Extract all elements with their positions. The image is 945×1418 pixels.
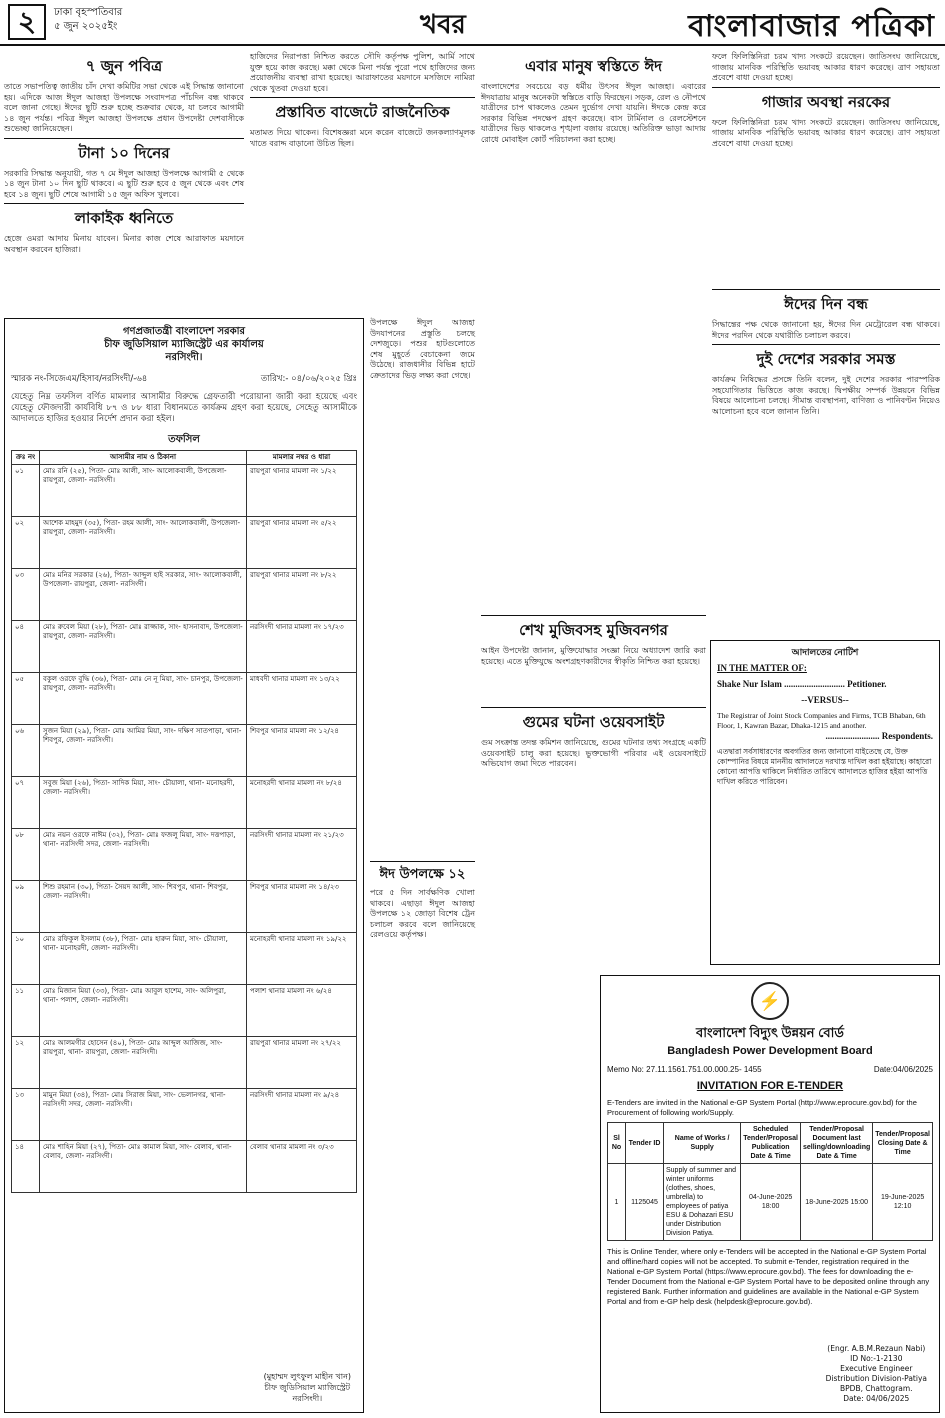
notice-memo: স্মারক নং-সিজেএম/হিসাব/নরসিংদী/-৬৪ [11, 374, 148, 384]
cell-accused: শিশু রহমান (৩০), পিতা- সৈয়দ আলী, সাং- শিবপুর, থানা- শিবপুর, জেলা- নরসিংদী। [40, 881, 247, 933]
bpdb-sign-id: ID No:-1-2130 [850, 1354, 903, 1363]
cell-serial: ০৬ [12, 725, 40, 777]
notice-title-govt: গণপ্রজাতন্ত্রী বাংলাদেশ সরকার [123, 326, 245, 337]
table-row [12, 829, 357, 881]
article-eid-12: পরে ৫ দিন সার্বক্ষণিক খোলা থাকবে। এছাড়া ঈদুল আজহা উপলক্ষে ১২ জোড়া বিশেষ ট্রেন চলাচল করবে বলে জানিয়েছে রেলওয়ে কর্তৃপক্ষ। [370, 888, 475, 939]
bpdb-col-works: Name of Works / Supply [664, 1123, 741, 1164]
cell-serial: ০৭ [12, 777, 40, 829]
notice-memo-row [11, 372, 357, 386]
cell-case: নরসিংদী থানার মামলা নং ৯/২৪ [247, 1089, 357, 1141]
cell-serial: ১১ [12, 985, 40, 1037]
cell-accused: মোঃ শাহিন মিয়া (২৭), পিতা- মোঃ কামাল মিয়া, সাং- বেলাব, থানা- বেলাব, জেলা- নরসিংদী। [40, 1141, 247, 1193]
article-hajj: হেজে ওমরা আদায় মিনায় যাবেন। মিনার কাজ শেষে আরাফাত ময়দানে অবস্থান করবেন হাজিরা। [4, 234, 244, 254]
headline-gaza: গাজার অবস্থা নরকের [761, 92, 891, 111]
table-row [12, 985, 357, 1037]
cell-case: শিবপুর থানার মামলা নং ১৪/২৩ [247, 881, 357, 933]
column-left [4, 52, 244, 255]
cell-accused: মামুন মিয়া (৩৪), পিতা- মোঃ সিরাজ মিয়া, সাং- ভেলানগর, থানা- নরসিংদী সদর, জেলা- নরসিংদী। [40, 1089, 247, 1141]
bpdb-col-publication: Scheduled Tender/Proposal Publication Date & Time [741, 1123, 801, 1164]
signer-title: চীফ জুডিসিয়াল ম্যাজিস্ট্রেট [264, 1383, 351, 1392]
cell-case: রায়পুরা থানার মামলা নং ৮/২২ [247, 569, 357, 621]
cell-serial: ১২ [12, 1037, 40, 1089]
cell-accused: মোঃ মনির সরকার (২৬), পিতা- আব্দুল হাই সরকার, সাং- আলোকবালী, উপজেলা- রায়পুরা, জেলা- নরসিংদী। [40, 569, 247, 621]
bpdb-cell-publication: 04-June-2025 18:00 [741, 1164, 801, 1241]
bpdb-memo: Memo No: 27.11.1561.751.00.000.25- 1455 [607, 1065, 762, 1074]
legal-matter: IN THE MATTER OF: [717, 663, 807, 673]
bpdb-tender-table [607, 1122, 933, 1241]
bpdb-sign-name: (Engr. A.B.M.Rezaun Nabi) [827, 1344, 926, 1353]
table-row [12, 881, 357, 933]
bpdb-col-tender-id: Tender ID [626, 1123, 664, 1164]
bpdb-cell-tender-id: 1125045 [626, 1164, 664, 1241]
cell-accused: মোঃ নয়ন ওরফে নাঈম (৩২), পিতা- মোঃ ফজলু মিয়া, সাং- দত্তপাড়া, থানা- নরসিংদী সদর, জেলা- নরসিংদী। [40, 829, 247, 881]
court-notice [4, 318, 364, 1413]
legal-versus: --VERSUS-- [801, 695, 849, 705]
article-eid-date: তাতে সভাপতিত্ব জাতীয় চাঁদ দেখা কমিটির সভা থেকে এই সিদ্ধান্ত জানানো হয়। এদিকে আজ ঈদুল আজহা উপলক্ষে সংবাদপত্র পাঁচদিন বন্ধ থাকবে বলে জানা গেছে। ঈদের ছুটি শুরু হচ্ছে শুক্রবার থেকে, যা চলবে আগামী ১৪ জুন পর্যন্ত। পবিত্র ঈদুল আজহা উপলক্ষে প্রধান উপদেষ্টা দেশবাসীকে শুভেচ্ছা জানিয়েছেন। [4, 82, 244, 133]
headline-hajj: লাকাইক ধ্বনিতে [74, 209, 174, 227]
bpdb-memo-row [607, 1065, 933, 1074]
cell-accused: মোঃ আলমগীর হোসেন (৪০), পিতা- মোঃ আব্দুল আজিজ, সাং- রায়পুরা, থানা- রায়পুরা, জেলা- নরসিংদী। [40, 1037, 247, 1089]
legal-header: আদালতের নোটিশ [791, 647, 859, 657]
cell-serial: ০৪ [12, 621, 40, 673]
article-gaza: ফলে ফিলিস্তিনিরা চরম খাদ্য সংকটে রয়েছেন। জাতিসংঘ জানিয়েছে, গাজায় মানবিক পরিস্থিতি ভয়াবহ আকার ধারণ করেছে। ত্রাণ সহায়তা প্রবেশে বাধা দেওয়া হচ্ছে। [712, 117, 940, 148]
page-number: ২ [8, 4, 46, 40]
table-row [12, 517, 357, 569]
date-line1: ঢাকা বৃহস্পতিবার [54, 7, 123, 18]
bpdb-name-bn: বাংলাদেশ বিদ্যুৎ উন্নয়ন বোর্ড [696, 1025, 844, 1040]
cell-accused: মোঃ রনি (২৫), পিতা- মোঃ আলী, সাং- আলোকবালী, উপজেলা- রায়পুরা, জেলা- নরসিংদী। [40, 465, 247, 517]
bpdb-intro: E-Tenders are invited in the National e-GP System Portal (http://www.eprocure.gov.bd) for the Procurement of following work/Supply. [607, 1098, 917, 1117]
col-header-accused: আসামীর নাম ও ঠিকানা [40, 451, 247, 465]
article-two-countries: কার্যক্রম নিষিদ্ধের প্রসঙ্গে তিনি বলেন, দুই দেশের সরকার পারস্পরিক সহযোগিতার ভিত্তিতে কাজ করছে। দ্বিপক্ষীয় সম্পর্ক উন্নয়নে বিভিন্ন বিষয়ে আলোচনা চলছে। সীমান্ত ব্যবস্থাপনা, বাণিজ্য ও পানিবণ্টন নিয়েও আলোচনা হবে বলে জানান তিনি। [712, 375, 940, 416]
bpdb-date: Date:04/06/2025 [873, 1065, 933, 1074]
cell-case: মনোহরদী থানার মামলা নং ৮/২৪ [247, 777, 357, 829]
headline-two-countries: দুই দেশের সরকার সমস্ত [756, 350, 896, 368]
cell-serial: ০২ [12, 517, 40, 569]
table-row [12, 1089, 357, 1141]
bpdb-cell-works: Supply of summer and winter uniforms (clothes, shoes, umbrella) to employees of patiya ESU & Dohazari ESU under Distribution Division Patiya. [664, 1164, 741, 1241]
legal-respondent: The Registrar of Joint Stock Companies and Firms, TCB Bhaban, 6th Floor, 1, Kawran Bazar, Dhaka-1215 and another. [717, 711, 926, 730]
column-center [481, 52, 706, 770]
headline-eid-date: ৭ জুন পবিত্র [85, 57, 163, 75]
signer-name: (মুহাম্মদ লুৎফুল মাহীন খান) [263, 1372, 351, 1381]
cell-case: পলাশ থানার মামলা নং ৬/২৪ [247, 985, 357, 1037]
article-eid-relief: বাংলাদেশের সবচেয়ে বড় ধর্মীয় উৎসব ঈদুল আজহা। এবারের ঈদযাত্রায় মানুষ অনেকটা স্বস্তিতে বাড়ি ফিরছেন। সড়ক, রেল ও নৌপথে যাত্রীদের চাপ থাকলেও তেমন দুর্ভোগ দেখা যায়নি। ঈদকে কেন্দ্র করে সরকার বিভিন্ন পদক্ষেপ গ্রহণ করেছে। বাস টার্মিনাল ও রেলস্টেশনে যাত্রীদের ভিড় থাকলেও শৃঙ্খলা বজায় রয়েছে। অতিরিক্ত ভাড়া আদায় রোধে মোবাইল কোর্ট পরিচালনা করা হচ্ছে। [481, 82, 706, 144]
headline-enforced-disappearance: গুমের ঘটনা ওয়েবসাইট [522, 713, 665, 731]
cell-serial: ১০ [12, 933, 40, 985]
article-metro-closed: সিদ্ধান্তের পক্ষ থেকে জানানো হয়, ঈদের দিন মেট্রোরেল বন্ধ থাকবে। ঈদের পরদিন থেকে যথারীতি চলাচল করবে। [712, 320, 940, 340]
cell-case: রায়পুরা থানার মামলা নং ২৭/২২ [247, 1037, 357, 1089]
schedule-table [11, 450, 357, 1193]
column-narrow [370, 318, 475, 941]
bpdb-sign-office: BPDB, Chattogram. [840, 1384, 913, 1393]
article-right-top: ফলে ফিলিস্তিনিরা চরম খাদ্য সংকটে রয়েছেন। জাতিসংঘ জানিয়েছে, গাজায় মানবিক পরিস্থিতি ভয়াবহ আকার ধারণ করেছে। ত্রাণ সহায়তা প্রবেশে বাধা দেওয়া হচ্ছে। [712, 52, 940, 82]
headline-holiday: টানা ১০ দিনের [78, 143, 170, 162]
notice-title-office: চীফ জুডিসিয়াল ম্যাজিস্ট্রেট এর কার্যালয় [104, 339, 264, 350]
table-row [12, 777, 357, 829]
article-holiday: সরকারি সিদ্ধান্ত অনুযায়ী, গত ৭ মে ঈদুল আজহা উপলক্ষে আগামী ৫ থেকে ১৪ জুন টানা ১০ দিন ছুটি থাকবে। এ ছুটি শুরু হবে ৫ জুন থেকে এবং শেষ হবে ১৪ জুন। ছুটি শেষে আগামী ১৫ জুন অফিস খুলবে। [4, 168, 244, 199]
cell-serial: ০৮ [12, 829, 40, 881]
notice-body: যেহেতু নিম্ন তফসিল বর্ণিত মামলার আসামীর বিরুদ্ধে গ্রেফতারী পরোয়ানা জারী করা হয়েছে এবং যেহেতু ফৌজদারী কার্যবিধি ৮৭ ও ৮৮ ধারা বিধানমতে কার্যক্রম গ্রহণ করা হয়েছে, সেহেতু আসামীকে আদালতে হাজির হওয়ার নির্দেশ প্রদান করা হইল। [11, 392, 357, 424]
table-row [12, 933, 357, 985]
headline-budget: প্রস্তাবিত বাজেটে রাজনৈতিক [275, 103, 450, 121]
edition-date [54, 6, 122, 34]
bpdb-sign-title: Executive Engineer [840, 1364, 913, 1373]
cell-serial: ০৩ [12, 569, 40, 621]
article-budget: মতামত দিয়ে থাকেন। বিশেষজ্ঞরা মনে করেন বাজেটে জনকল্যাণমূলক খাতে বরাদ্দ বাড়ানো উচিত ছিল। [250, 128, 475, 148]
headline-metro-closed: ঈদের দিন বন্ধ [784, 295, 868, 313]
cell-serial: ০৫ [12, 673, 40, 725]
table-row [12, 673, 357, 725]
bpdb-col-closing: Tender/Proposal Closing Date & Time [873, 1123, 933, 1164]
cell-serial: ১৪ [12, 1141, 40, 1193]
cell-accused: মোঃ মিজান মিয়া (৩৩), পিতা- মোঃ আবুল হাশেম, সাং- অলিপুরা, থানা- পলাশ, জেলা- নরসিংদী। [40, 985, 247, 1037]
cell-accused: বকুল ওরফে বুদ্ধি (৩৬), পিতা- মোঃ নে নূ মিয়া, সাং- চানপুর, উপজেলা- রায়পুরা, জেলা- নরসিংদী। [40, 673, 247, 725]
cell-accused: সুজন মিয়া (২৯), পিতা- মোঃ আমির মিয়া, সাং- দক্ষিণ সাতপাড়া, থানা- শিবপুর, জেলা- নরসিংদী। [40, 725, 247, 777]
cell-case: বেলাব থানার মামলা নং ৩/২৩ [247, 1141, 357, 1193]
col-header-case: মামলার নম্বর ও ধারা [247, 451, 357, 465]
schedule-title: তফসিল [168, 434, 200, 445]
section-title: খবর [420, 10, 466, 40]
table-row [12, 1037, 357, 1089]
cell-case: রায়পুরা থানার মামলা নং ১/২২ [247, 465, 357, 517]
masthead [0, 0, 945, 46]
bpdb-col-sl: Sl No [608, 1123, 626, 1164]
table-row [12, 1141, 357, 1193]
bpdb-cell-selling: 18-June-2025 15:00 [801, 1164, 873, 1241]
table-row [12, 569, 357, 621]
article-budget-continued: উপলক্ষে ঈদুল আজহা উদযাপনের প্রস্তুতি চলছে দেশজুড়ে। পশুর হাটগুলোতে শেষ মুহূর্তে বেচাকেনা জমে উঠেছে। রাজধানীর বিভিন্ন হাটে ক্রেতাদের ভিড় লক্ষ্য করা গেছে। [370, 318, 475, 380]
column-mid [250, 52, 475, 149]
bpdb-sign-division: Distribution Division-Patiya [825, 1374, 927, 1383]
bpdb-tender-notice [600, 975, 940, 1413]
cell-case: নরসিংদী থানার মামলা নং ১৭/২৩ [247, 621, 357, 673]
article-mujibnagar: আইন উপদেষ্টা জানান, মুক্তিযোদ্ধার সংজ্ঞা নিয়ে অধ্যাদেশ জারি করা হয়েছে। এতে মুক্তিযুদ্ধে অংশগ্রহণকারীদের স্বীকৃতি নিশ্চিত করা হয়েছে। [481, 646, 706, 666]
bpdb-sign-date: Date: 04/06/2025 [843, 1394, 910, 1403]
legal-petitioner: Shake Nur Islam ........................... Petitioner. [717, 679, 887, 689]
headline-eid-12: ঈদ উপলক্ষে ১২ [379, 867, 466, 882]
legal-notice [710, 640, 940, 965]
notice-signature [264, 1371, 351, 1404]
bpdb-logo-icon: ⚡ [751, 982, 789, 1020]
bpdb-cell-sl: 1 [608, 1164, 626, 1241]
cell-accused: সবুজ মিয়া (২৬), পিতা- সাদিক মিয়া, সাং- চৌয়ালা, থানা- মনোহরদী, জেলা- নরসিংদী। [40, 777, 247, 829]
table-row [12, 725, 357, 777]
notice-title-place: নরসিংদী। [165, 352, 203, 363]
newspaper-logo: বাংলাবাজার পত্রিকা [688, 9, 935, 44]
table-row [12, 465, 357, 517]
bpdb-name-en: Bangladesh Power Development Board [667, 1045, 873, 1057]
legal-respondents-label: ........................ Respondents. [825, 731, 933, 741]
cell-accused: আশেক মাহমুদ (৩৫), পিতা- রহম আলী, সাং- আলোকবালী, উপজেলা- রায়পুরা, জেলা- নরসিংদী। [40, 517, 247, 569]
bpdb-col-selling: Tender/Proposal Document last selling/downloading Date & Time [801, 1123, 873, 1164]
cell-serial: ০১ [12, 465, 40, 517]
cell-case: মনোহরদী থানার মামলা নং ১৯/২২ [247, 933, 357, 985]
cell-case: শিবপুর থানার মামলা নং ১২/২৪ [247, 725, 357, 777]
cell-case: মাধবদী থানার মামলা নং ১৩/২২ [247, 673, 357, 725]
cell-case: নরসিংদী থানার মামলা নং ২১/২৩ [247, 829, 357, 881]
cell-accused: মোঃ রফিকুল ইসলাম (৩৮), পিতা- মোঃ হারুন মিয়া, সাং- চৌয়ালা, থানা- মনোহরদী, জেলা- নরসিংদী। [40, 933, 247, 985]
col-header-serial: ক্রঃ নং [12, 451, 40, 465]
bpdb-footer: This is Online Tender, where only e-Tenders will be accepted in the National e-GP System Portal and offline/hard copies will not be accepted. To submit e-Tender, registration required in the National e-GP System Portal (https://www.eprocure.gov.bd). The fees for downloading the e-Tender Document from the National e-GP System Portal have to be deposited online through any registered Bank. Further information and guidelines are available in the National e-GP System Portal and from e-GP help desk (helpdesk@eprocure.gov.bd). [607, 1247, 930, 1306]
cell-serial: ১৩ [12, 1089, 40, 1141]
bpdb-signature [826, 1344, 927, 1404]
cell-case: রায়পুরা থানার মামলা নং ৫/২২ [247, 517, 357, 569]
bpdb-invitation-title: INVITATION FOR E-TENDER [696, 1080, 844, 1092]
table-row [12, 621, 357, 673]
date-line2: ৫ জুন ২০২৫ইং [54, 21, 118, 32]
notice-date: তারিখ:- ০৪/০৬/২০২৫ খ্রিঃ [260, 374, 357, 384]
cell-accused: মোঃ রুবেল মিয়া (২৮), পিতা- মোঃ রাজ্জাক, সাং- হাসনাবাদ, উপজেলা- রায়পুরা, জেলা- নরসিংদী। [40, 621, 247, 673]
headline-mujibnagar: শেখ মুজিবসহ মুজিবনগর [519, 621, 668, 639]
article-hajj-continued: হাজিদের নিরাপত্তা নিশ্চিত করতে সৌদি কর্তৃপক্ষ পুলিশ, আর্মি সাথে যুক্ত হয়ে কাজ করছে। মক্কা থেকে মিনা পর্যন্ত পুরো পথে হাজিদের জন্য প্রয়োজনীয় ব্যবস্থা রাখা হয়েছে। আরাফাতের ময়দানে মসজিদে নামিরা থেকে খুতবা দেওয়া হবে। [250, 52, 475, 93]
article-enforced-disappearance: গুম সংক্রান্ত তদন্ত কমিশন জানিয়েছে, গুমের ঘটনার তথ্য সংগ্রহে একটি ওয়েবসাইট চালু করা হয়েছে। ভুক্তভোগী পরিবার এই ওয়েবসাইটে অভিযোগ জমা দিতে পারবেন। [481, 738, 706, 768]
cell-serial: ০৯ [12, 881, 40, 933]
column-right [712, 52, 940, 417]
table-row [608, 1164, 933, 1241]
headline-eid-relief: এবার মানুষ স্বস্তিতে ঈদ [524, 57, 663, 75]
bpdb-cell-closing: 19-June-2025 12:10 [873, 1164, 933, 1241]
legal-body: এতদ্বারা সর্বসাধারণের অবগতির জন্য জানানো যাইতেছে যে, উক্ত কোম্পানির বিষয়ে মাননীয় আদালতে দরখাস্ত দাখিল করা হইয়াছে। কাহারো কোনো আপত্তি থাকিলে নির্ধারিত তারিখে আদালতে হাজির হইয়া আপত্তি দাখিল করিতে পারিবেন। [717, 747, 932, 786]
signer-place: নরসিংদী। [292, 1394, 323, 1403]
